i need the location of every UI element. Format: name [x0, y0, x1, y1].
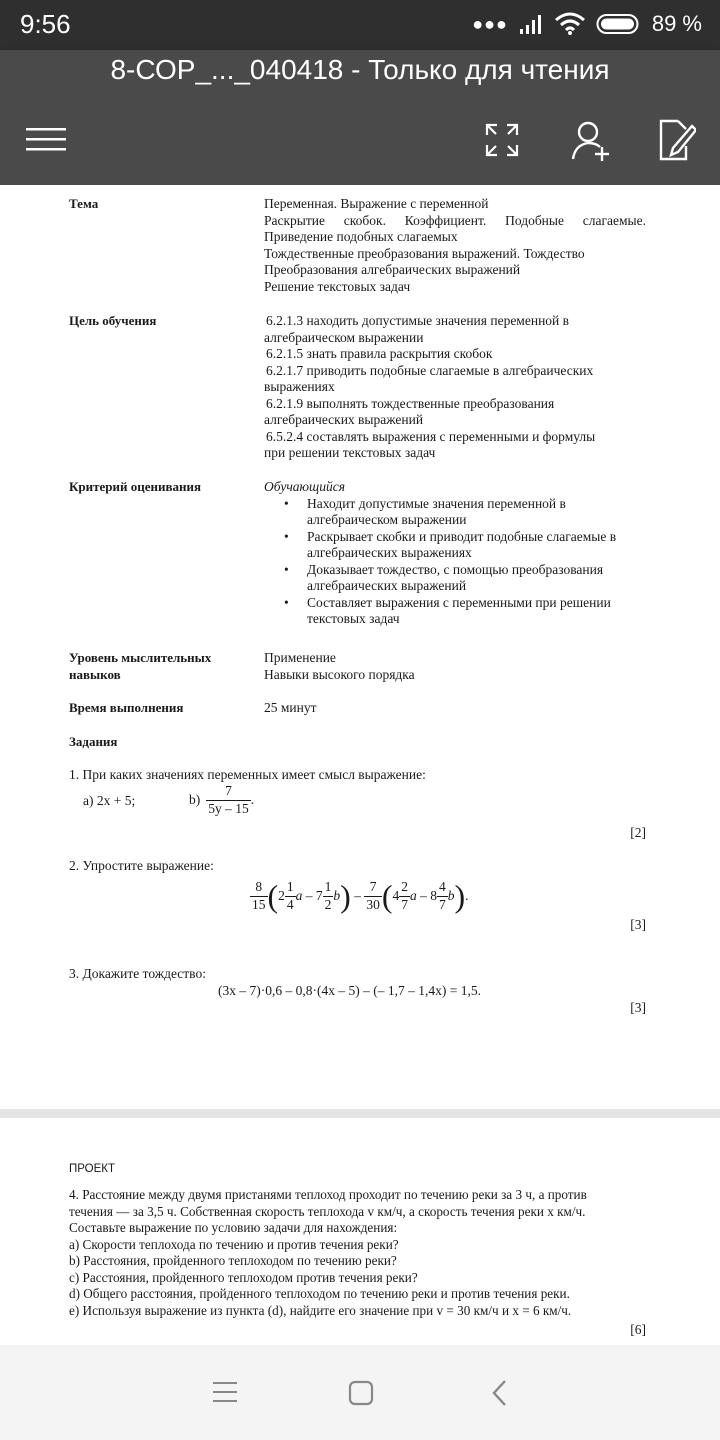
task1-a: а) 2x + 5; — [83, 793, 136, 808]
fraction-numerator: 7 — [206, 783, 251, 801]
goal-line: выражениях — [264, 379, 335, 394]
fullscreen-icon[interactable] — [484, 122, 520, 158]
signal-icon — [518, 13, 544, 35]
system-nav-bar — [0, 1345, 720, 1440]
task2-formula: $\frac{8}{15}$ ( 2 $\frac{1}{4}$ a – 7 $\frac{1}{2}$ b ) – $\frac{7}{30}$ ( 4 $\frac{2}{7}$ a – 8 $\frac{4}{7}$ b ) . — [252, 878, 469, 914]
task1-b-prefix: b) — [189, 791, 201, 807]
fraction-numerator: 1 — [285, 879, 296, 897]
document-title: 8-СОР_..._040418 - Только для чтения — [110, 54, 610, 85]
criteria-item: • Раскрывает скобки и приводит подобные слагаемые в алгебраических выражениях — [307, 529, 646, 562]
level-label-line: Уровень мыслительных — [69, 650, 212, 665]
topic-line: Переменная. Выражение с переменной — [264, 196, 489, 211]
criteria-label: Критерий оценивания — [69, 479, 202, 494]
fraction-denominator: 4 — [286, 896, 294, 912]
task1-b: b) $\frac{7}{5y - 15}$ . — [189, 783, 255, 816]
recent-apps-icon[interactable] — [212, 1380, 238, 1404]
fraction-numerator: 2 — [399, 879, 410, 897]
topic-value — [264, 196, 646, 295]
goal-value — [264, 313, 646, 462]
level-value — [264, 650, 646, 683]
fraction-numerator: 8 — [250, 879, 268, 897]
status-time: 9:56 — [20, 9, 71, 39]
fraction-denominator: 5y – 15 — [208, 800, 249, 816]
task2-score: [3] — [630, 917, 646, 932]
level-label-line: навыков — [69, 666, 121, 682]
document-page[interactable] — [0, 185, 720, 1345]
topic-label: Тема — [69, 196, 99, 211]
mixed-whole: 4 — [392, 887, 400, 903]
topic-line: Тождественные преобразования выражений. Тождество — [264, 245, 585, 261]
mixed-whole: 2 — [278, 887, 285, 903]
goal-line: алгебраических выражений — [264, 412, 424, 427]
fraction-denominator: 15 — [252, 896, 266, 912]
task4-score: [6] — [630, 1322, 646, 1337]
criteria-item: • Доказывает тождество, с помощью преобразования алгебраических выражений — [307, 562, 646, 595]
task4-line: 4. Расстояние между двумя пристанями теплоход проходит по течению реки за 3 ч, а против — [69, 1187, 587, 1202]
task4-line: c) Расстояния, пройденного теплоходом против течения реки? — [69, 1269, 418, 1285]
task4-line: течения — за 3,5 ч. Собственная скорость теплохода v км/ч, а скорость течения реки x км/ч. — [69, 1203, 586, 1219]
criteria-intro: Обучающийся — [264, 479, 346, 494]
task4-text — [69, 1187, 659, 1319]
goal-line: алгебраическом выражении — [264, 329, 424, 345]
task3-text: 3. Докажите тождество: — [69, 966, 206, 981]
task3-score: [3] — [630, 1000, 646, 1015]
task1-text: 1. При каких значениях переменных имеет смысл выражение: — [69, 767, 426, 782]
goal-label: Цель обучения — [69, 313, 157, 328]
task4-line: a) Скорости теплохода по течению и против течения реки? — [69, 1236, 399, 1252]
task2-text: 2. Упростите выражение: — [69, 858, 214, 873]
topic-line: Решение текстовых задач — [264, 278, 411, 294]
status-icons — [472, 9, 702, 39]
task4-line: e) Используя выражение из пункта (d), найдите его значение при v = 30 км/ч и x = 6 км/ч. — [69, 1302, 572, 1318]
battery-icon — [596, 13, 642, 35]
fraction-numerator: 1 — [323, 879, 334, 897]
topic-line: Преобразования алгебраических выражений — [264, 262, 521, 277]
tasks-heading: Задания — [69, 734, 118, 749]
edit-icon[interactable] — [656, 118, 696, 162]
status-bar — [0, 0, 720, 50]
mixed-whole: 8 — [430, 887, 437, 903]
task4-line: b) Расстояния, пройденного теплоходом по течению реки? — [69, 1253, 397, 1268]
battery-percent: 89 % — [651, 11, 702, 36]
app-bar — [0, 50, 720, 185]
level-line: Применение — [264, 650, 336, 665]
back-icon[interactable] — [490, 1379, 510, 1407]
fraction-denominator: 7 — [401, 896, 408, 912]
fraction-numerator: 7 — [364, 879, 382, 897]
goal-line: 6.2.1.9 выполнять тождественные преобразования — [266, 395, 555, 411]
goal-line: 6.5.2.4 составлять выражения с переменными и формулы — [266, 428, 596, 444]
goal-line: 6.2.1.5 знать правила раскрытия скобок — [266, 346, 493, 361]
dots-icon: ●●● — [472, 13, 508, 34]
project-label: ПРОЕКТ — [69, 1163, 116, 1175]
goal-line: при решении текстовых задач — [264, 445, 436, 460]
wifi-icon — [554, 12, 586, 36]
criteria-value — [264, 479, 646, 628]
home-icon[interactable] — [348, 1380, 374, 1406]
criteria-item: • Составляет выражения с переменными при решении текстовых задач — [307, 595, 646, 628]
goal-line: 6.2.1.7 приводить подобные слагаемые в алгебраических — [266, 362, 594, 378]
level-line: Навыки высокого порядка — [264, 666, 415, 682]
page-separator — [0, 1109, 720, 1118]
level-label — [69, 650, 211, 683]
task3-formula: (3x – 7)·0,6 – 0,8·(4x – 5) – (– 1,7 – 1,4x) = 1,5. — [218, 983, 481, 998]
task4-line: Составьте выражение по условию задачи для нахождения: — [69, 1220, 398, 1235]
mixed-whole: 7 — [315, 887, 323, 903]
menu-icon[interactable] — [26, 126, 68, 154]
goal-line: 6.2.1.3 находить допустимые значения переменной в — [266, 313, 570, 328]
criteria-list — [264, 496, 646, 628]
time-value: 25 минут — [264, 700, 317, 715]
topic-line: Приведение подобных слагаемых — [264, 229, 458, 244]
fraction-numerator: 4 — [437, 879, 448, 897]
task4-line: d) Общего расстояния, пройденного теплоходом по течению реки и против течения реки. — [69, 1286, 570, 1301]
task1-fraction — [206, 783, 251, 817]
fraction-denominator: 2 — [324, 896, 332, 912]
fraction-denominator: 30 — [366, 896, 380, 912]
add-person-icon[interactable] — [568, 119, 612, 163]
fraction-denominator: 7 — [438, 896, 446, 912]
topic-line: Раскрытие скобок. Коэффициент. Подобные слагаемые. — [264, 212, 646, 228]
time-label: Время выполнения — [69, 700, 184, 715]
task1-score: [2] — [630, 825, 646, 840]
criteria-item: • Находит допустимые значения переменной в алгебраическом выражении — [307, 496, 646, 529]
